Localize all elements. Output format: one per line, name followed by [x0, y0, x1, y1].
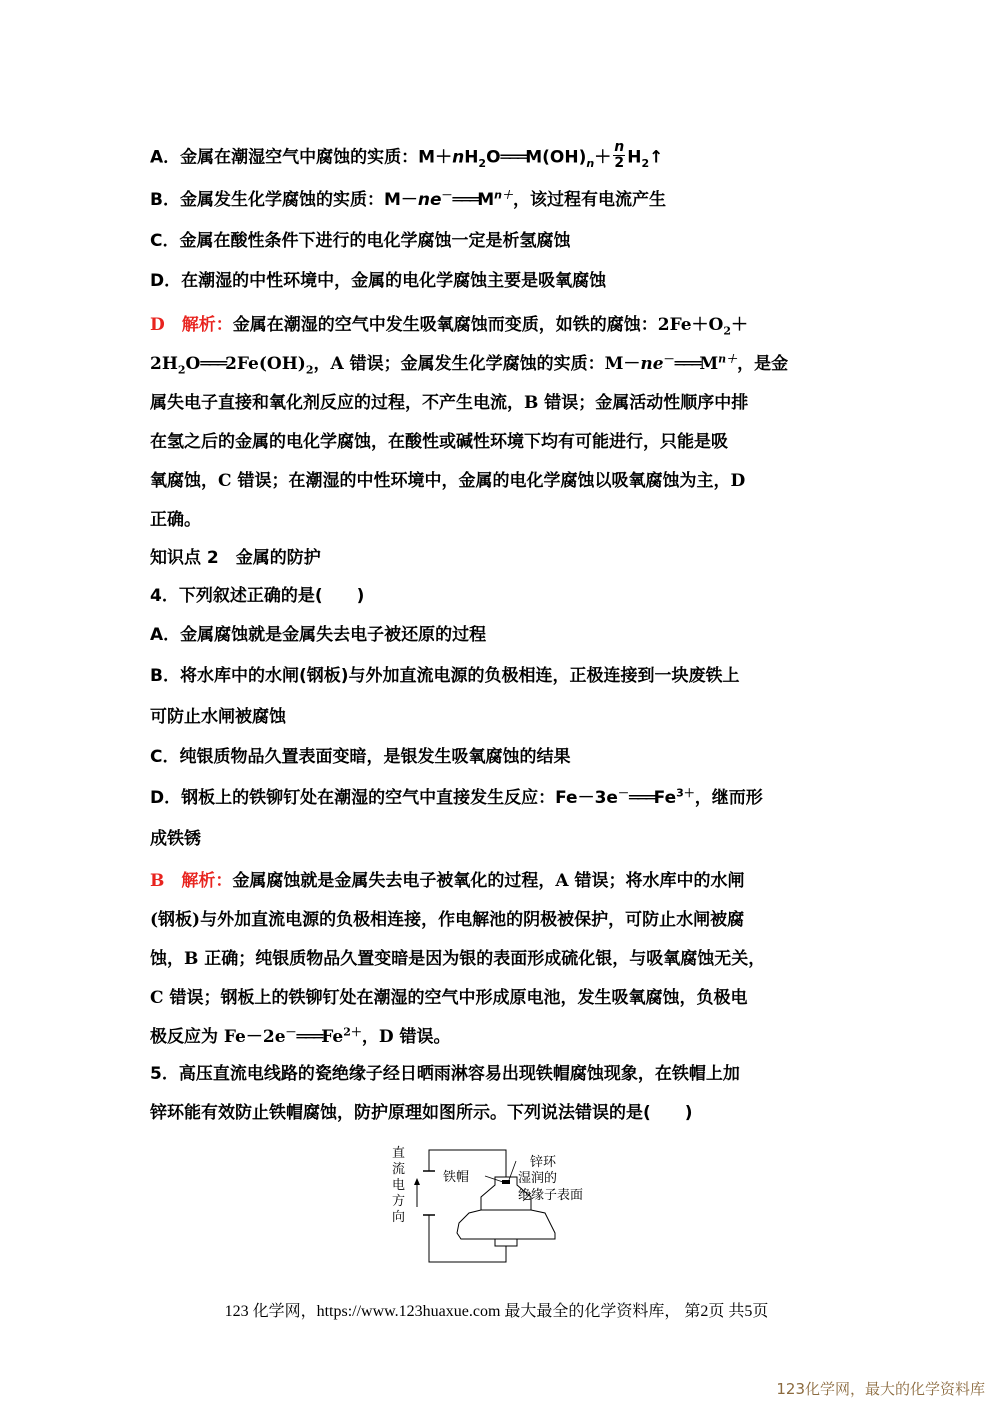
site-watermark: 123化学网，最大的化学资料库 [776, 1380, 985, 1398]
q5-stem-line-1: 5．高压直流电线路的瓷绝缘子经日晒雨淋容易出现铁帽腐蚀现象，在铁帽上加 [150, 1064, 740, 1084]
svg-text:流: 流 [392, 1162, 406, 1177]
q4-answer: B [150, 871, 165, 891]
insulator-protection-diagram [385, 1143, 615, 1273]
q3-answer: D [150, 315, 165, 335]
zinc-ring [502, 1180, 510, 1184]
q4-stem: 4．下列叙述正确的是( ) [150, 586, 365, 606]
zinc-ring-label: 锌环 [530, 1155, 557, 1170]
q3-explanation-line-2: $2H_2O═══2Fe(OH)_2$，A 错误；金属发生化学腐蚀的实质：$M-ne^-═══M^{n+}$，是金 [150, 352, 789, 377]
q4-option-c: C．纯银质物品久置表面变暗，是银发生吸氧腐蚀的结果 [150, 747, 571, 767]
arrow-up-icon [414, 1178, 420, 1207]
q4-explanation-line-1: B 解析：金属腐蚀就是金属失去电子被氧化的过程，A 错误；将水库中的水闸 [150, 871, 745, 891]
q3-explanation-line-6: 正确。 [150, 510, 201, 530]
q4-option-d-line-1: D．钢板上的铁铆钉处在潮湿的空气中直接发生反应：$Fe-3e^-═══Fe^{3+}$，继而形 [150, 786, 763, 808]
q4-option-b-line-2: 可防止水闸被腐蚀 [150, 707, 286, 727]
svg-text:方: 方 [392, 1194, 406, 1209]
q4-explanation-label: 解析： [181, 871, 233, 891]
q4-explanation-line-4: C 错误；钢板上的铁铆钉处在潮湿的空气中形成原电池，发生吸氧腐蚀，负极电 [150, 988, 748, 1008]
current-direction-label [392, 1145, 405, 1225]
q3-option-b: B．金属发生化学腐蚀的实质：$M-ne^-═══M^{n+}$，该过程有电流产生 [150, 188, 666, 210]
q3-explanation-line-4: 在氢之后的金属的电化学腐蚀，在酸性或碱性环境下均有可能进行，只能是吸 [150, 432, 728, 452]
arrow-up-icon: ↑ [649, 147, 664, 168]
q4-option-d-line-2: 成铁锈 [150, 829, 201, 849]
fraction-n-over-2: $\frac{n}{2}$ [614, 139, 625, 171]
q4-explanation-line-5: 极反应为 $Fe-2e^-═══Fe^{2+}$，D 错误。 [150, 1025, 451, 1047]
q5-stem-line-2: 锌环能有效防止铁帽腐蚀，防护原理如图所示。下列说法错误的是( ) [150, 1103, 693, 1123]
section-heading: 知识点 2 金属的防护 [150, 548, 321, 568]
q3-explanation-label: 解析： [181, 315, 233, 335]
q4-option-a: A．金属腐蚀就是金属失去电子被还原的过程 [150, 625, 487, 645]
iron-cap-label: 铁帽 [443, 1170, 470, 1185]
svg-text:直: 直 [392, 1146, 406, 1161]
q3-explanation-line-1: D 解析：金属在潮湿的空气中发生吸氧腐蚀而变质，如铁的腐蚀：$2Fe+O_2+$ [150, 315, 748, 338]
page-footer: 123 化学网，https://www.123huaxue.com 最大最全的化学资料库， 第2页 共5页 [224, 1303, 769, 1320]
q3-explanation-line-5: 氧腐蚀，C 错误；在潮湿的中性环境中，金属的电化学腐蚀以吸氧腐蚀为主，D [150, 471, 746, 491]
q3-option-d: D．在潮湿的中性环境中，金属的电化学腐蚀主要是吸氧腐蚀 [150, 271, 607, 291]
q4-explanation-line-3: 蚀，B 正确；纯银质物品久置变暗是因为银的表面形成硫化银，与吸氧腐蚀无关， [150, 949, 766, 969]
q4-explanation-line-2: (钢板)与外加直流电源的负极相连接，作电解池的阴极被保护，可防止水闸被腐 [150, 910, 745, 930]
wet-surface-label-1: 湿润的 [518, 1171, 558, 1186]
wet-surface-label-2: 绝缘子表面 [518, 1188, 584, 1203]
q3-option-a: A．金属在潮湿空气中腐蚀的实质：$M+nH_2O═══M(OH)_n+$ $\frac{n}{2}$ $H_2↑$ [150, 139, 664, 171]
q3-option-c: C．金属在酸性条件下进行的电化学腐蚀一定是析氢腐蚀 [150, 231, 571, 251]
q3-explanation-line-3: 属失电子直接和氧化剂反应的过程，不产生电流，B 错误；金属活动性顺序中排 [150, 393, 749, 413]
svg-text:电: 电 [392, 1178, 406, 1193]
svg-text:向: 向 [392, 1210, 406, 1225]
q4-option-b-line-1: B．将水库中的水闸(钢板)与外加直流电源的负极相连，正极连接到一块废铁上 [150, 666, 740, 686]
